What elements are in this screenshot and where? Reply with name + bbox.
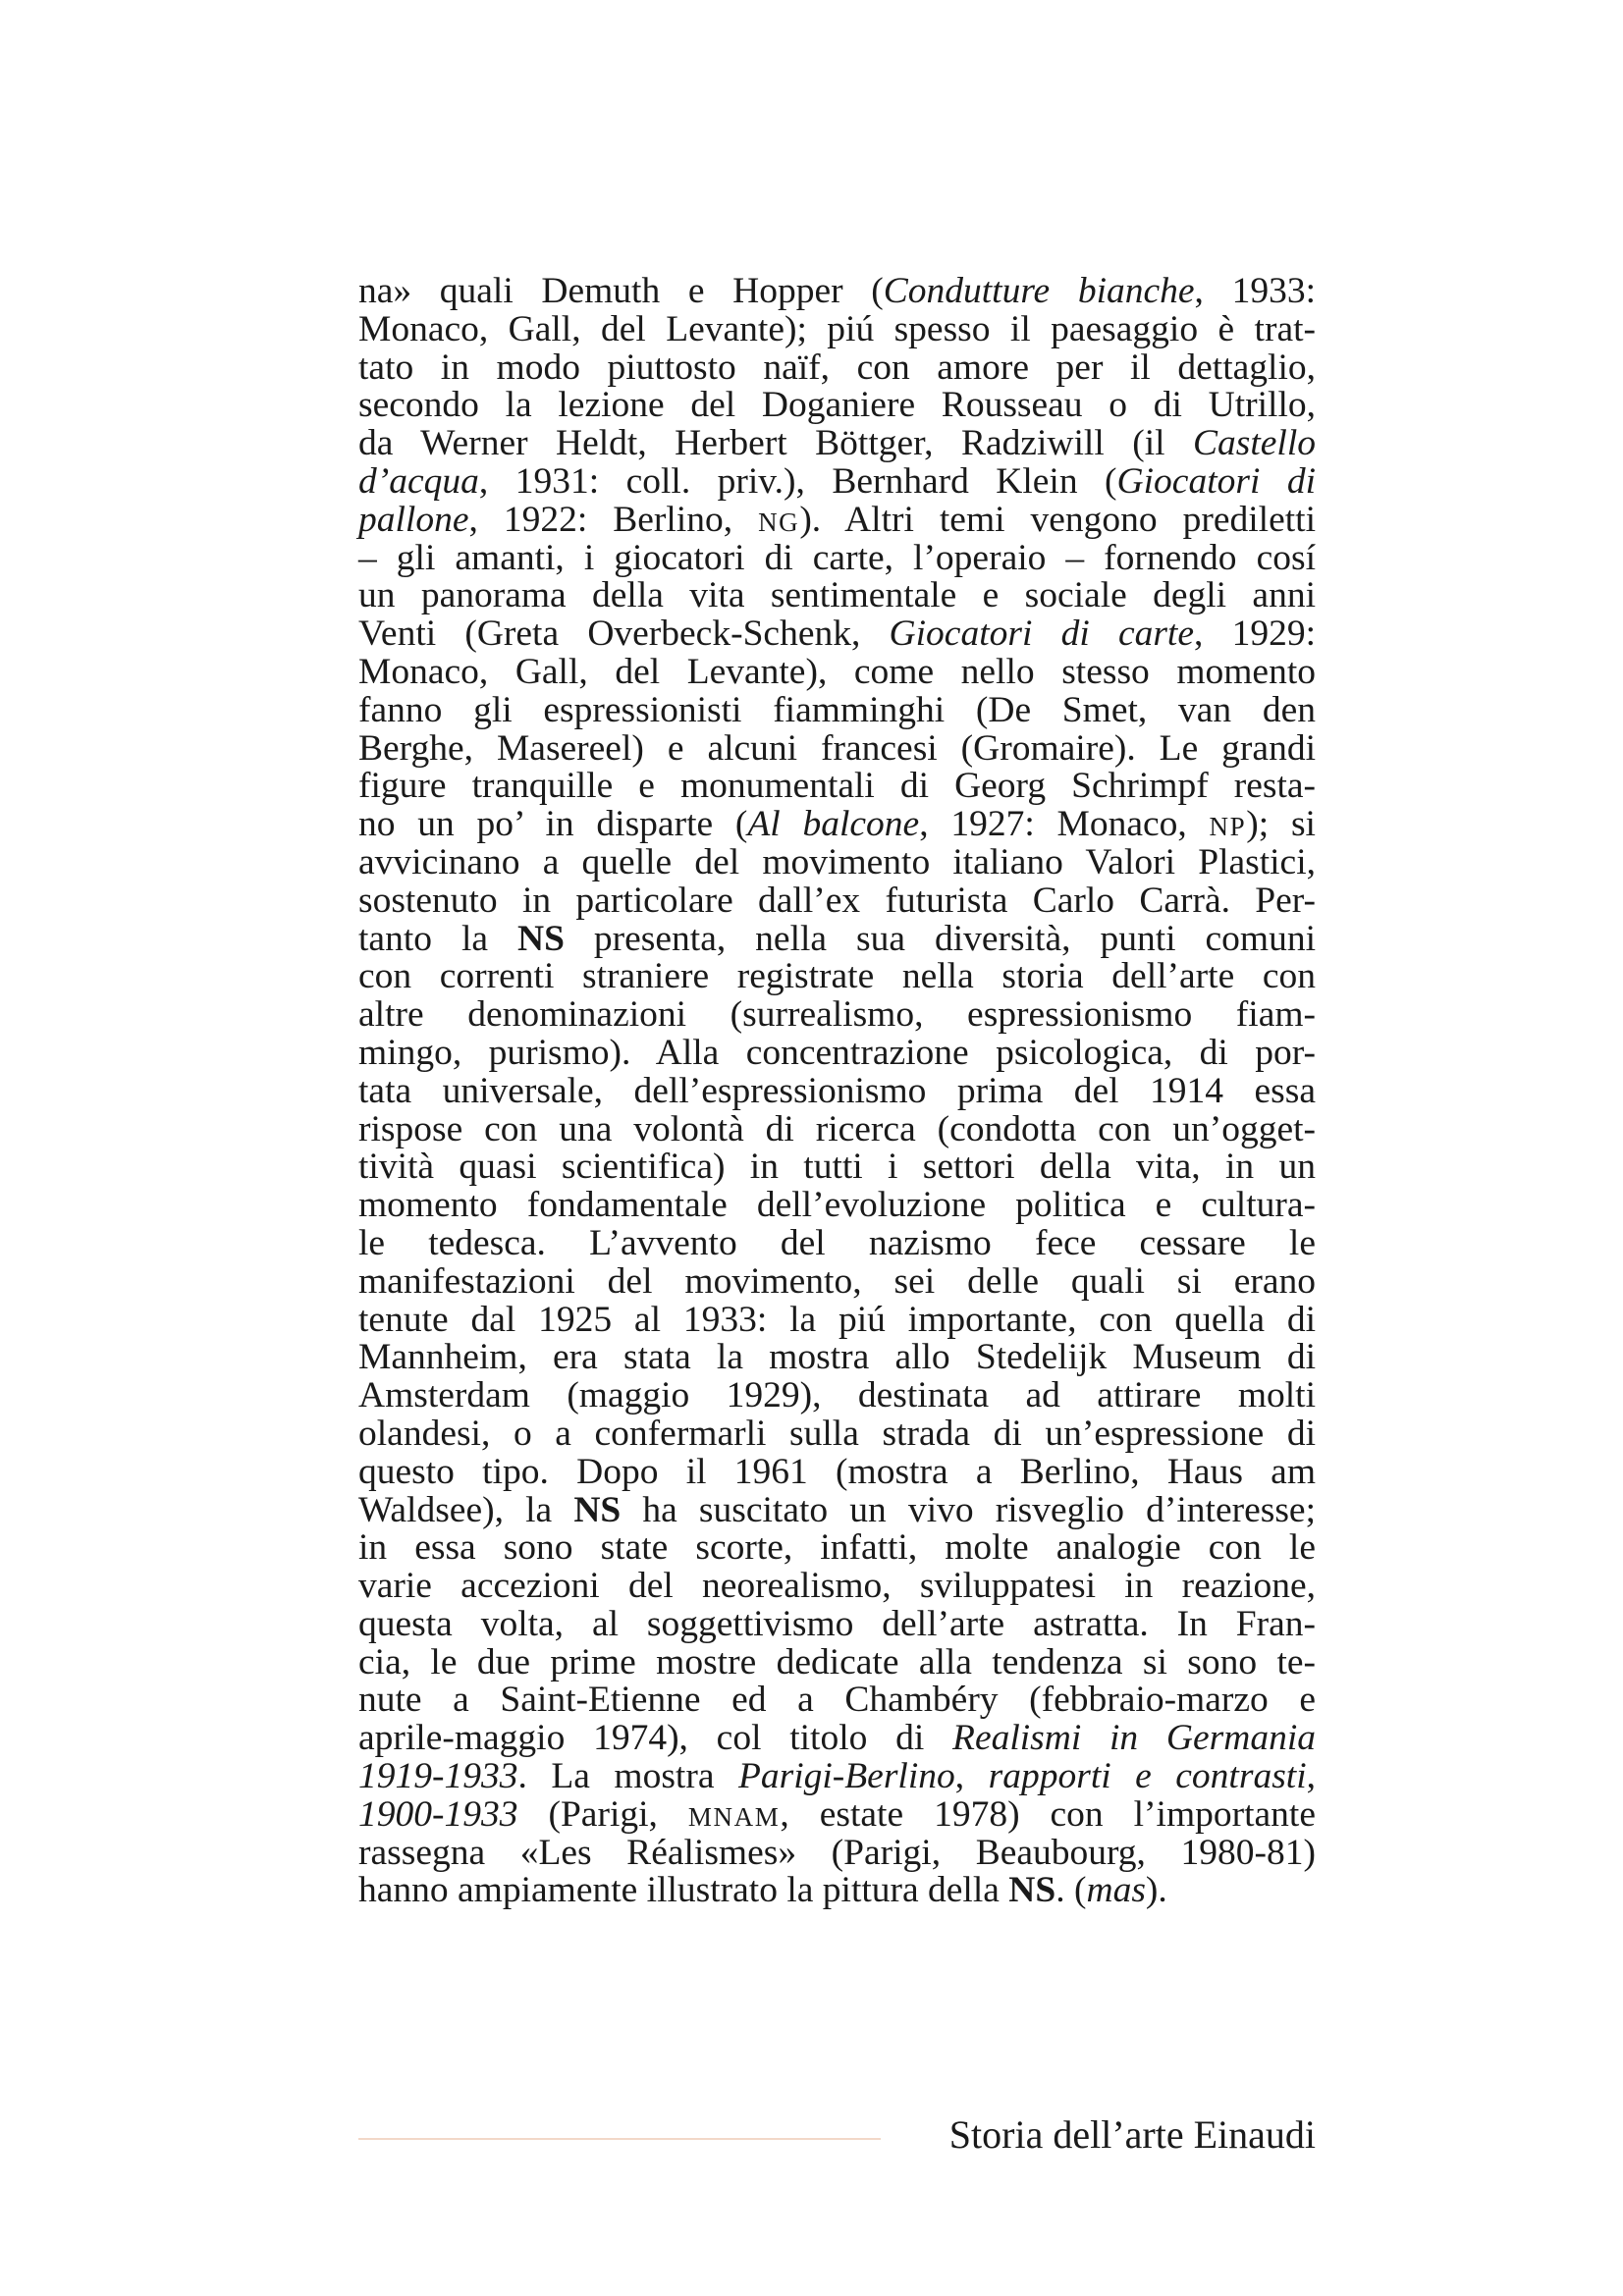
text-run: hanno ampiamente illustrato la pittura della bbox=[358, 1870, 1009, 1911]
italic-text: Condutture bianche bbox=[883, 271, 1195, 311]
text-line bbox=[358, 1832, 1316, 1873]
text-line bbox=[358, 460, 1316, 502]
text-run: da Werner Heldt, Herbert Böttger, Radziwill (il bbox=[358, 423, 1193, 464]
text-line bbox=[358, 1377, 1316, 1415]
text-run: tato in modo piuttosto naïf, con amore per il dettaglio, bbox=[358, 347, 1316, 388]
text-line bbox=[358, 1260, 1316, 1302]
text-line bbox=[358, 273, 1316, 311]
text-run: , 1931: coll. priv.), Bernhard Klein ( bbox=[478, 460, 1117, 502]
text-line bbox=[358, 1641, 1316, 1682]
text-run: ha suscitato un vivo risveglio d’interesse; bbox=[621, 1489, 1316, 1530]
text-run: manifestazioni del movimento, sei delle quali si erano bbox=[358, 1260, 1316, 1302]
text-line bbox=[358, 806, 1316, 844]
text-run: Amsterdam (maggio 1929), destinata ad attirare molti bbox=[358, 1375, 1316, 1416]
text-line bbox=[358, 387, 1316, 425]
text-line bbox=[358, 651, 1316, 692]
text-run: altre denominazioni (surrealismo, espressionismo fiam- bbox=[358, 994, 1316, 1036]
text-run: , 1922: Berlino, bbox=[468, 499, 759, 540]
text-line bbox=[358, 1529, 1316, 1568]
text-line bbox=[358, 958, 1316, 996]
text-run: mingo, purismo). Alla concentrazione psicologica, di por- bbox=[358, 1032, 1316, 1073]
text-run: questa volta, al soggettivismo dell’arte astratta. In Fran- bbox=[358, 1603, 1316, 1644]
bold-text: NS bbox=[517, 918, 565, 959]
text-run: aprile-maggio 1974), col titolo di bbox=[358, 1718, 953, 1759]
text-run: Monaco, Gall, del Levante), come nello stesso momento bbox=[358, 651, 1316, 692]
page-footer bbox=[358, 2109, 1316, 2167]
text-line bbox=[358, 1682, 1316, 1720]
text-run: , 1929: bbox=[1194, 614, 1316, 655]
text-run: figure tranquille e monumentali di Georg Schrimpf resta- bbox=[358, 766, 1316, 807]
text-run: Monaco, Gall, del Levante); piú spesso il paesaggio è trat- bbox=[358, 308, 1316, 349]
text-line bbox=[358, 1603, 1316, 1644]
text-line bbox=[358, 1568, 1316, 1606]
text-run: . La mostra bbox=[517, 1756, 738, 1797]
text-run: ); si bbox=[1246, 804, 1316, 845]
text-line bbox=[358, 1489, 1316, 1530]
text-run: tenute dal 1925 al 1933: la piú importante, con quella di bbox=[358, 1299, 1316, 1340]
text-run: ). bbox=[1145, 1870, 1167, 1911]
smallcaps-text: MNAM bbox=[687, 1801, 781, 1832]
text-run: varie accezioni del neorealismo, sviluppatesi in reazione, bbox=[358, 1566, 1316, 1607]
text-run: questo tipo. Dopo il 1961 (mostra a Berlino, Haus am bbox=[358, 1451, 1316, 1492]
text-run: tata universale, dell’espressionismo prima del 1914 essa bbox=[358, 1070, 1316, 1111]
text-line bbox=[358, 996, 1316, 1035]
text-run: rispose con una volontà di ricerca (condotta con un’ogget- bbox=[358, 1108, 1316, 1149]
bold-text: NS bbox=[573, 1489, 622, 1530]
text-line bbox=[358, 577, 1316, 615]
text-line bbox=[358, 1872, 1316, 1910]
text-run: cia, le due prime mostre dedicate alla tendenza si sono te- bbox=[358, 1641, 1316, 1682]
bold-text: NS bbox=[1008, 1870, 1056, 1911]
text-run: olandesi, o a confermarli sulla strada di un’espressione di bbox=[358, 1413, 1316, 1454]
italic-text: 1900-1933 bbox=[358, 1793, 518, 1835]
text-run: ). Altri temi vengono prediletti bbox=[799, 499, 1316, 540]
italic-text: Castello bbox=[1192, 423, 1316, 464]
text-run: un panorama della vita sentimentale e sociale degli anni bbox=[358, 575, 1316, 616]
text-run: Berghe, Masereel) e alcuni francesi (Gromaire). Le grandi bbox=[358, 727, 1316, 769]
text-line bbox=[358, 1222, 1316, 1263]
text-line bbox=[358, 1070, 1316, 1111]
smallcaps-text: NP bbox=[1209, 812, 1247, 842]
italic-text: rapporti e contrasti bbox=[988, 1756, 1307, 1797]
text-run: , 1927: Monaco, bbox=[919, 804, 1210, 845]
text-run: no un po’ in disparte ( bbox=[358, 804, 748, 845]
footer-title: Storia dell’arte Einaudi bbox=[948, 2112, 1316, 2157]
text-run: Venti (Greta Overbeck-Schenk, bbox=[358, 614, 890, 655]
italic-text: Parigi-Berlino bbox=[737, 1756, 955, 1797]
text-run: tività quasi scientifica) in tutti i settori della vita, in un bbox=[358, 1147, 1316, 1188]
text-line bbox=[358, 1451, 1316, 1492]
text-line bbox=[358, 615, 1316, 654]
text-line bbox=[358, 841, 1316, 882]
text-line bbox=[358, 1148, 1316, 1187]
text-line bbox=[358, 1720, 1316, 1758]
text-line bbox=[358, 1299, 1316, 1340]
text-run: . ( bbox=[1055, 1870, 1087, 1911]
text-line bbox=[358, 1108, 1316, 1149]
text-line bbox=[358, 689, 1316, 730]
text-run: Waldsee), la bbox=[358, 1489, 574, 1530]
italic-text: Realismi in Germania bbox=[952, 1718, 1316, 1759]
text-run: con correnti straniere registrate nella storia dell’arte con bbox=[358, 956, 1316, 997]
text-run: , bbox=[954, 1756, 989, 1797]
text-line bbox=[358, 499, 1316, 540]
italic-text: Giocatori di carte bbox=[889, 614, 1194, 655]
text-run: in essa sono state scorte, infatti, molte analogie con le bbox=[358, 1527, 1316, 1569]
text-line bbox=[358, 918, 1317, 959]
smallcaps-text: NG bbox=[758, 507, 800, 537]
text-line bbox=[358, 1415, 1316, 1454]
text-line bbox=[358, 1758, 1316, 1796]
italic-text: Giocatori di bbox=[1116, 460, 1316, 502]
text-line bbox=[358, 1339, 1316, 1377]
text-run: momento fondamentale dell’evoluzione politica e cultura- bbox=[358, 1185, 1316, 1226]
text-line bbox=[358, 768, 1316, 806]
text-run: nute a Saint-Etienne ed a Chambéry (febbraio-marzo e bbox=[358, 1680, 1316, 1721]
body-text bbox=[358, 273, 1316, 1910]
text-run: tanto la bbox=[358, 918, 517, 959]
text-run: rassegna «Les Réalismes» (Parigi, Beaubourg, 1980-81) bbox=[358, 1832, 1316, 1873]
text-run: , 1933: bbox=[1194, 271, 1316, 311]
text-run: Mannheim, era stata la mostra allo Stedelijk Museum di bbox=[358, 1337, 1316, 1378]
italic-text: Al balcone bbox=[747, 804, 920, 845]
text-run: (Parigi, bbox=[517, 1793, 688, 1835]
text-run: fanno gli espressionisti fiamminghi (De Smet, van den bbox=[358, 689, 1316, 730]
text-line bbox=[358, 1187, 1316, 1225]
text-line bbox=[358, 537, 1316, 578]
text-line bbox=[358, 1793, 1316, 1835]
text-line bbox=[358, 308, 1316, 349]
italic-text: d’acqua bbox=[358, 460, 479, 502]
footer-rule bbox=[358, 2138, 881, 2140]
italic-text: pallone bbox=[358, 499, 469, 540]
text-line bbox=[358, 349, 1316, 388]
text-line bbox=[358, 882, 1316, 921]
text-run: le tedesca. L’avvento del nazismo fece cessare le bbox=[358, 1222, 1316, 1263]
text-run: presenta, nella sua diversità, punti comuni bbox=[564, 918, 1317, 959]
text-run: – gli amanti, i giocatori di carte, l’operaio – fornendo cosí bbox=[358, 537, 1316, 578]
text-run: , bbox=[1306, 1756, 1316, 1797]
text-run: , estate 1978) con l’importante bbox=[780, 1793, 1316, 1835]
text-run: na» quali Demuth e Hopper ( bbox=[358, 271, 884, 311]
text-run: secondo la lezione del Doganiere Rousseau o di Utrillo, bbox=[358, 385, 1316, 426]
text-run: sostenuto in particolare dall’ex futurista Carlo Carrà. Per- bbox=[358, 880, 1316, 921]
text-run: avvicinano a quelle del movimento italiano Valori Plastici, bbox=[358, 841, 1316, 882]
text-line bbox=[358, 727, 1316, 769]
text-line bbox=[358, 425, 1316, 463]
text-line bbox=[358, 1032, 1316, 1073]
italic-text: 1919-1933 bbox=[358, 1756, 518, 1797]
italic-text: mas bbox=[1086, 1870, 1146, 1911]
